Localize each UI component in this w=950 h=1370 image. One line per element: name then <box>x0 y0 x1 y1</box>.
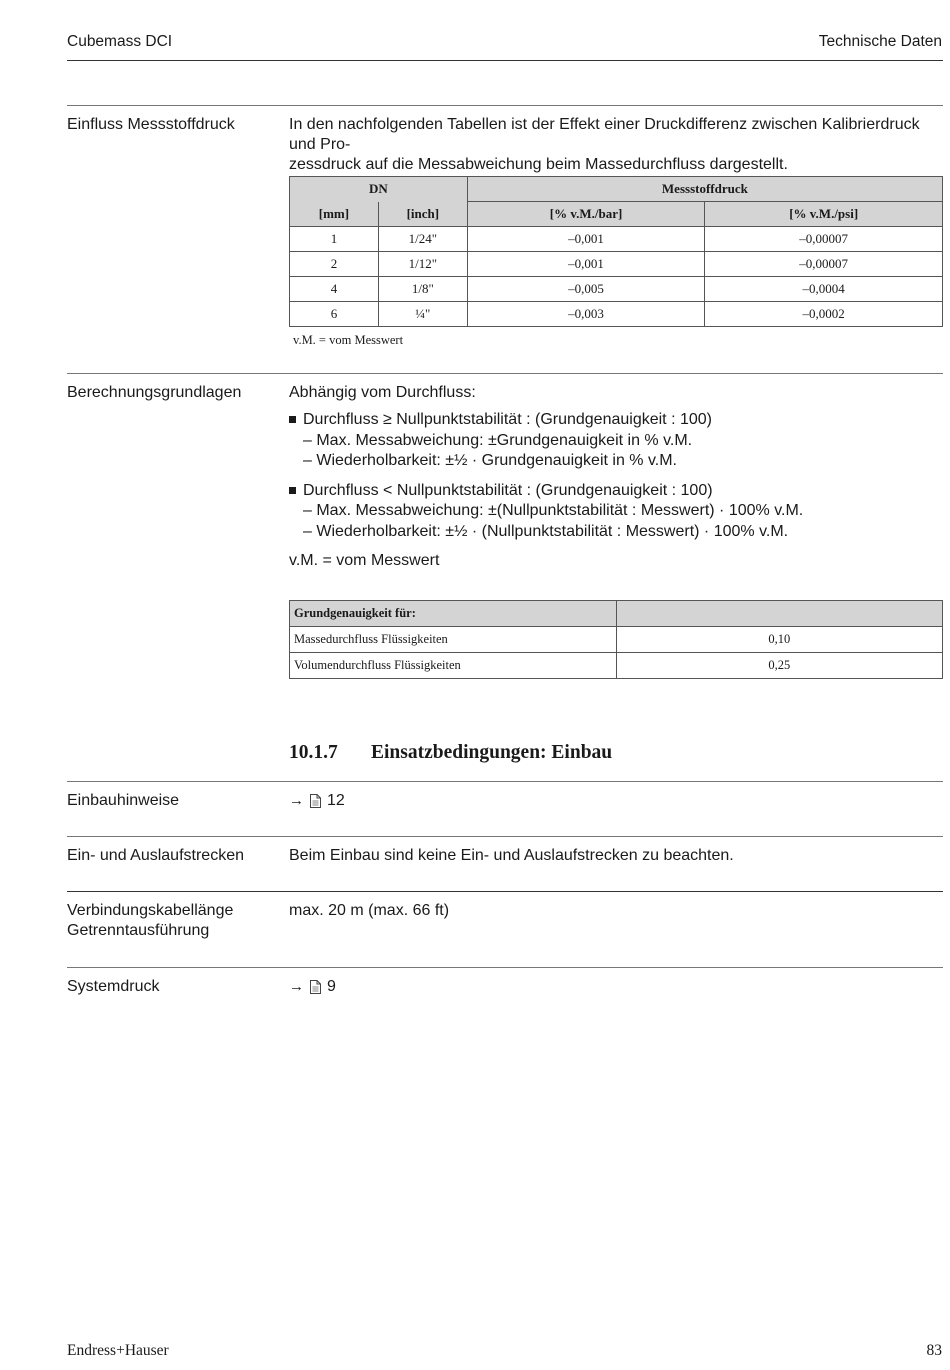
table-cell: –0,00007 <box>705 227 943 252</box>
table-cell: Volumendurchfluss Flüssigkeiten <box>290 653 617 679</box>
table-header-bar: [% v.M./bar] <box>467 202 705 227</box>
table-cell: –0,00007 <box>705 252 943 277</box>
bullet-main: Durchfluss < Nullpunktstabilität : (Grundgenauigkeit : 100) <box>303 481 713 499</box>
table-cell: –0,0002 <box>705 302 943 327</box>
einbau-ref[interactable] <box>289 791 943 811</box>
header-section-name: Technische Daten <box>818 33 942 50</box>
divider <box>67 836 943 837</box>
footer-company: Endress+Hauser <box>67 1342 169 1359</box>
table-cell: –0,005 <box>467 277 705 302</box>
section-title: Einsatzbedingungen: Einbau <box>371 742 613 763</box>
label-kabellaenge-line2: Getrenntausführung <box>67 922 210 939</box>
divider <box>67 781 943 782</box>
table-cell: 1/12" <box>378 252 467 277</box>
berechnung-note: v.M. = vom Messwert <box>289 552 440 569</box>
page-icon <box>310 794 321 808</box>
bullet-sub: – Max. Messabweichung: ±Grundgenauigkeit in % v.M. <box>303 431 693 449</box>
footer-page-number: 83 <box>926 1342 942 1359</box>
list-item <box>289 481 943 543</box>
table-header-mm: [mm] <box>290 202 379 227</box>
label-auslaufstrecken: Ein- und Auslaufstrecken <box>67 847 244 864</box>
table-row <box>290 653 943 679</box>
bullet-square-icon <box>289 487 296 494</box>
bullet-main: Durchfluss ≥ Nullpunktstabilität : (Grundgenauigkeit : 100) <box>303 411 712 428</box>
system-ref[interactable] <box>289 977 943 997</box>
einfluss-text <box>289 115 943 175</box>
table-cell: 1 <box>290 227 379 252</box>
header-product-name: Cubemass DCI <box>67 33 173 50</box>
berechnung-intro: Abhängig vom Durchfluss: <box>289 384 476 401</box>
divider <box>67 891 943 892</box>
table-cell: Massedurchfluss Flüssigkeiten <box>290 627 617 653</box>
header-rule <box>67 60 943 61</box>
kabel-text: max. 20 m (max. 66 ft) <box>289 902 450 919</box>
table-row <box>290 252 943 277</box>
table-header-inch: [inch] <box>378 202 467 227</box>
table-row <box>290 627 943 653</box>
table-header-empty <box>616 601 942 627</box>
table-header-dn: DN <box>290 177 468 202</box>
table-cell: 1/24" <box>378 227 467 252</box>
arrow-right-icon: → <box>289 978 304 995</box>
label-einfluss: Einfluss Messstoffdruck <box>67 116 235 133</box>
page-ref-number: 12 <box>327 792 345 809</box>
table-cell: 0,25 <box>616 653 942 679</box>
table-cell: 1/8" <box>378 277 467 302</box>
arrow-right-icon: → <box>289 792 304 809</box>
table-header-psi: [% v.M./psi] <box>705 202 943 227</box>
table-cell: –0,0004 <box>705 277 943 302</box>
label-systemdruck: Systemdruck <box>67 978 160 995</box>
table-cell: 6 <box>290 302 379 327</box>
label-kabellaenge <box>67 901 233 941</box>
list-item <box>289 410 943 472</box>
page-icon <box>310 980 321 994</box>
einfluss-text-line1: In den nachfolgenden Tabellen ist der Effekt einer Druckdifferenz zwischen Kalibrierdruck und Pro- <box>289 116 920 153</box>
divider <box>67 373 943 374</box>
bullet-sub: – Max. Messabweichung: ±(Nullpunktstabilität : Messwert) · 100% v.M. <box>303 502 804 519</box>
label-einbauhinweise: Einbauhinweise <box>67 792 180 809</box>
label-kabellaenge-line1: Verbindungskabellänge <box>67 902 234 919</box>
table-cell: 2 <box>290 252 379 277</box>
pressure-effect-table <box>289 176 943 327</box>
table-row <box>290 227 943 252</box>
bullet-sub: – Wiederholbarkeit: ±½ · Grundgenauigkeit in % v.M. <box>303 452 677 469</box>
table-cell: 0,10 <box>616 627 942 653</box>
table-header-messstoffdruck: Messstoffdruck <box>467 177 942 202</box>
table-row <box>290 302 943 327</box>
table-cell: –0,003 <box>467 302 705 327</box>
divider <box>67 105 943 106</box>
table-cell: 4 <box>290 277 379 302</box>
table-cell: –0,001 <box>467 227 705 252</box>
page-ref-number: 9 <box>327 978 336 995</box>
bullet-list <box>289 410 943 551</box>
table-row <box>290 277 943 302</box>
bullet-square-icon <box>289 416 296 423</box>
accuracy-table <box>289 600 943 679</box>
table-footnote: v.M. = vom Messwert <box>293 333 404 347</box>
einfluss-text-line2: zessdruck auf die Messabweichung beim Massedurchfluss dargestellt. <box>289 156 788 173</box>
auslauf-text: Beim Einbau sind keine Ein- und Auslaufstrecken zu beachten. <box>289 847 734 864</box>
table-cell: ¼" <box>378 302 467 327</box>
table-header-grundgenauigkeit: Grundgenauigkeit für: <box>290 601 617 627</box>
section-number: 10.1.7 <box>289 742 338 763</box>
bullet-sub: – Wiederholbarkeit: ±½ · (Nullpunktstabilität : Messwert) · 100% v.M. <box>303 522 789 540</box>
table-cell: –0,001 <box>467 252 705 277</box>
section-heading <box>289 742 612 764</box>
divider <box>67 967 943 968</box>
label-berechnung: Berechnungsgrundlagen <box>67 384 242 401</box>
